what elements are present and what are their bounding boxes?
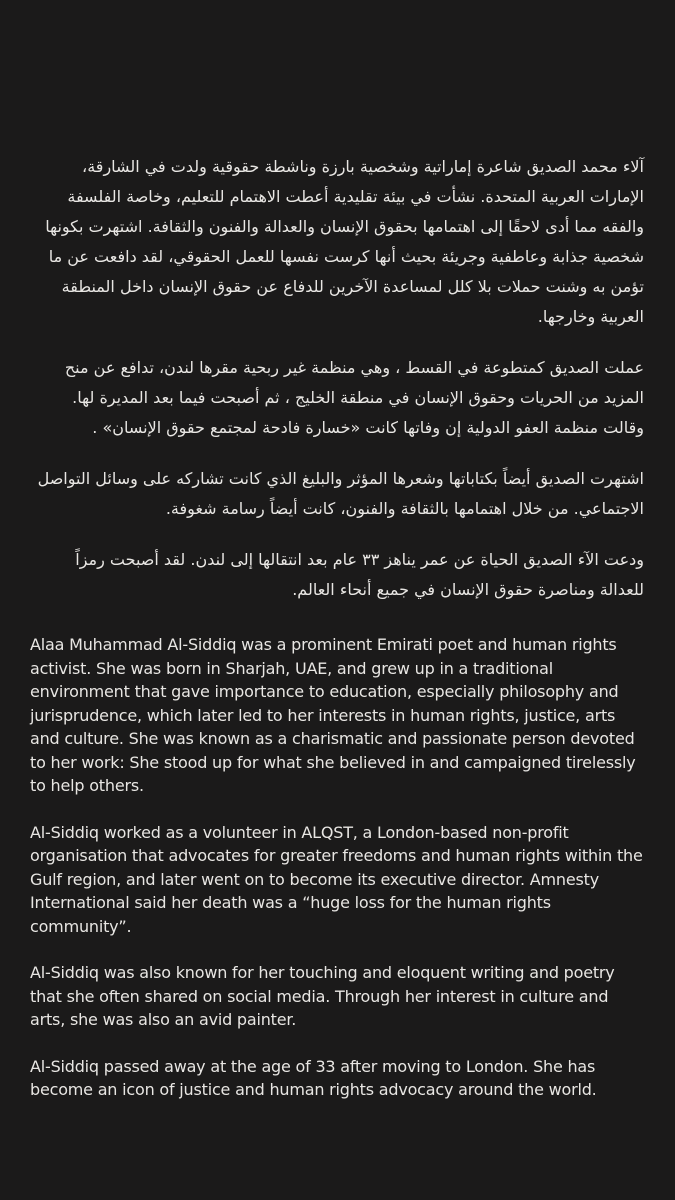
arabic-paragraph-3: اشتهرت الصديق أيضاً بكتاباتها وشعرها المؤثر والبليغ الذي كانت تشاركه على وسائل التواصل الاجتماعي. من خلال اهتمامها بالثقافة والفنون، كانت أيضاً رسامة شغوفة. xyxy=(37,469,644,518)
arabic-text-block xyxy=(30,152,644,626)
arabic-paragraph-1: آلاء محمد الصديق شاعرة إماراتية وشخصية بارزة وناشطة حقوقية ولدت في الشارقة، الإمارات العربية المتحدة. نشأت في بيئة تقليدية أعطت الاهتمام للتعليم، وخاصة الفلسفة والفقه مما أدى لاحقًا إلى اهتمامها بحقوق الإنسان والعدالة والفنون والثقافة. اشتهرت بكونها شخصية جذابة وعاطفية وجريئة بحيث أنها كرست نفسها للعمل الحقوقي، لقد دافعت عن ما تؤمن به وشنت حملات بلا كلل لمساعدة الآخرين للدفاع عن حقوق الإنسان داخل المنطقة العربية وخارجها. xyxy=(45,157,644,326)
english-paragraph-3: Al-Siddiq was also known for her touching and eloquent writing and poetry that she often shared on social media. Through her interest in culture and arts, she was also an avid painter. xyxy=(30,963,615,1029)
english-text-block xyxy=(30,633,648,1125)
arabic-paragraph-2: عملت الصديق كمتطوعة في القسط ، وهي منظمة غير ربحية مقرها لندن، تدافع عن منح المزيد من الحريات وحقوق الإنسان في منطقة الخليج ، ثم أصبحت فيما بعد المديرة لها. وقالت منظمة العفو الدولية إن وفاتها كانت «خسارة فادحة لمجتمع حقوق الإنسان» . xyxy=(64,358,644,437)
english-paragraph-4: Al-Siddiq passed away at the age of 33 after moving to London. She has become an icon of justice and human rights advocacy around the world. xyxy=(30,1056,597,1099)
english-paragraph-1: Alaa Muhammad Al-Siddiq was a prominent Emirati poet and human rights activist. She was born in Sharjah, UAE, and grew up in a traditional environment that gave importance to education, especially philosophy and jurisprudence, which later led to her interests in human rights, justice, arts and culture. She was known as a charismatic and passionate person devoted to her work: She stood up for what she believed in and campaigned tirelessly to help others. xyxy=(30,635,636,795)
english-paragraph-2: Al-Siddiq worked as a volunteer in ALQST, a London-based non-profit organisation that advocates for greater freedoms and human rights within the Gulf region, and later went on to become its executive director. Amnesty International said her death was a “huge loss for the human rights community”. xyxy=(30,822,643,936)
arabic-paragraph-4: ودعت الآء الصديق الحياة عن عمر يناهز ٣٣ عام بعد انتقالها إلى لندن. لقد أصبحت رمزاً للعدالة ومناصرة حقوق الإنسان في جميع أنحاء العالم. xyxy=(75,550,644,599)
